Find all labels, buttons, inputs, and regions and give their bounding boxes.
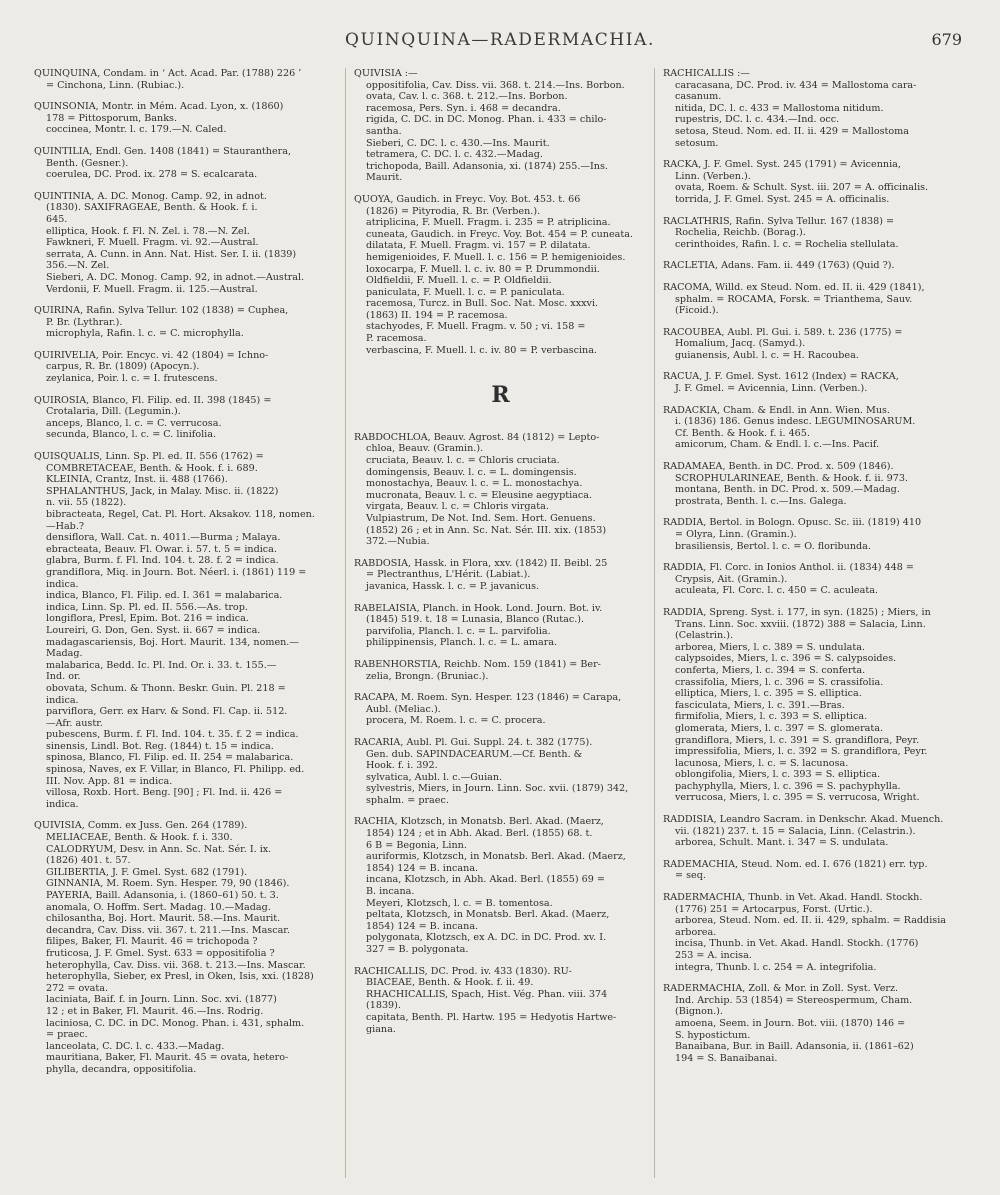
entry-line: auriformis, Klotzsch, in Monatsb. Berl. Akad. (Maerz,: [366, 851, 626, 863]
entry-line: (Ficoid.).: [675, 305, 719, 317]
entry-line: procera, M. Roem. l. c. = C. procera.: [366, 715, 546, 727]
entry-line: 253 = A. incisa.: [675, 950, 752, 961]
entry-line: firmifolia, Miers, l. c. 393 = S. elliptica.: [675, 711, 868, 723]
entry-headline: RABDOCHLOA, Beauv. Agrost. 84 (1812) = Lepto-: [354, 431, 600, 443]
entry-line: B. incana.: [366, 886, 415, 898]
entry-line: = Olyra, Linn. (Gramin.).: [675, 529, 797, 540]
entry-line: microphyla, Rafin. l. c. = C. microphylla.: [46, 328, 244, 340]
entry-headline: RADDIA, Spreng. Syst. i. 177, in syn. (1825) ; Miers, in: [663, 606, 931, 618]
dictionary-entry: [34, 191, 330, 295]
entry-line: densiflora, Wall. Cat. n. 4011.—Burma ; Malaya.: [46, 532, 281, 544]
entry-line: (1845) 519. t. 18 = Lunasia, Blanco (Rutac.).: [366, 614, 585, 626]
dictionary-entry: [663, 461, 974, 507]
entry-line: parviflora, Gerr. ex Harv. & Sond. Fl. Cap. ii. 512.: [46, 706, 288, 718]
entry-line: III. Nov. App. 81 = indica.: [46, 775, 173, 787]
dictionary-entry: [34, 101, 330, 136]
entry-line: 194 = S. Banaibanai.: [675, 1052, 778, 1064]
entry-line: longiflora, Presl, Epim. Bot. 216 = indica.: [46, 613, 249, 625]
dictionary-entry: [354, 558, 647, 593]
dictionary-entry: [663, 607, 974, 804]
entry-line: virgata, Beauv. l. c. = Chloris virgata.: [366, 501, 549, 513]
entry-line: chloa, Beauv. (Gramin.).: [366, 443, 484, 455]
entry-headline: RADACKIA, Cham. & Endl. in Ann. Wien. Mus.: [663, 404, 890, 416]
dictionary-entry: [354, 194, 647, 356]
columns: [34, 68, 974, 1183]
entry-line: S. hypostictum.: [675, 1029, 751, 1041]
dictionary-entry: [354, 966, 647, 1036]
entry-line: mauritiana, Baker, Fl. Maurit. 45 = ovata, hetero-: [46, 1052, 289, 1064]
dictionary-entry: [663, 371, 974, 394]
dictionary-entry: [663, 159, 974, 205]
entry-line: loxocarpa, F. Muell. l. c. iv. 80 = P. Drummondii.: [366, 263, 600, 275]
entry-line: serrata, A. Cunn. in Ann. Nat. Hist. Ser. I. ii. (1839): [46, 248, 297, 260]
entry-line: arborea, Steud. Nom. ed. II. ii. 429, sphalm. = Raddisia: [675, 915, 946, 927]
entry-line: Loureiri, G. Don, Gen. Syst. ii. 667 = indica.: [46, 624, 261, 636]
entry-line: GINNANIA, M. Roem. Syn. Hesper. 79, 90 (1846).: [46, 878, 290, 890]
entry-line: spinosa, Blanco, Fl. Filip. ed. II. 254 = malabarica.: [46, 752, 294, 764]
entry-line: trichopoda, Baill. Adansonia, xi. (1874) 255.—Ins.: [366, 160, 608, 172]
entry-line: MELIACEAE, Benth. & Hook. f. i. 330.: [46, 832, 233, 844]
entry-line: heterophylla, Sieber, ex Presl, in Oken, Isis, xxi. (1828): [46, 971, 314, 983]
entry-headline: RADDIA, Fl. Corc. in Ionios Anthol. ii. (1834) 448 =: [663, 562, 914, 574]
page-number: 679: [931, 30, 962, 49]
entry-line: Madag.: [46, 648, 83, 660]
entry-line: casanum.: [675, 91, 722, 103]
entry-line: zelia, Brongn. (Bruniac.).: [366, 670, 489, 682]
entry-line: sphalm. = ROCAMA, Forsk. = Trianthema, Sauv.: [675, 293, 913, 305]
entry-line: nitida, DC. l. c. 433 = Mallostoma nitidum.: [675, 102, 884, 114]
entry-line: J. F. Gmel. = Avicennia, Linn. (Verben.).: [675, 383, 868, 395]
entry-line: sphalm. = praec.: [366, 794, 449, 806]
dictionary-entry: [34, 395, 330, 441]
entry-line: 12 ; et in Baker, Fl. Maurit. 46.—Ins. Rodrig.: [46, 1005, 264, 1017]
entry-line: guianensis, Aubl. l. c. = H. Racoubea.: [675, 349, 859, 361]
entry-line: verrucosa, Miers, l. c. 395 = S. verrucosa, Wright.: [675, 792, 920, 804]
entry-line: Fawkneri, F. Muell. Fragm. vi. 92.—Austral.: [46, 237, 259, 249]
dictionary-entry: [354, 432, 647, 548]
entry-line: (1776) 251 = Artocarpus, Forst. (Urtic.).: [675, 903, 873, 915]
entry-line: arborea, Schult. Mant. i. 347 = S. undulata.: [675, 837, 889, 849]
entry-line: bibracteata, Regel, Cat. Pl. Hort. Aksakov. 118, nomen.: [46, 509, 315, 520]
column-2: [345, 68, 647, 1178]
column-1: [34, 68, 330, 1178]
entry-line: sylvatica, Aubl. l. c.—Guian.: [366, 771, 503, 783]
entry-headline: QUINTINIA, A. DC. Monog. Camp. 92, in adnot.: [34, 190, 267, 202]
running-head: QUINQUINA—RADERMACHIA.: [344, 30, 655, 50]
dictionary-entry: [663, 327, 974, 362]
entry-headline: RACHIA, Klotzsch, in Monatsb. Berl. Akad. (Maerz,: [354, 816, 604, 828]
entry-line: —Afr. austr.: [46, 717, 103, 729]
entry-line: = praec.: [46, 1029, 88, 1041]
entry-line: cuneata, Gaudich. in Freyc. Voy. Bot. 454 = P. cuneata.: [366, 228, 633, 240]
entry-headline: RABENHORSTIA, Reichb. Nom. 159 (1841) = Ber-: [354, 658, 601, 670]
entry-headline: RACHICALLIS :—: [663, 68, 750, 79]
entry-line: glabra, Burm. f. Fl. Ind. 104. t. 28. f. 2 = indica.: [46, 555, 279, 567]
entry-line: racemosa, Pers. Syn. i. 468 = decandra.: [366, 102, 561, 114]
dictionary-entry: [354, 603, 647, 649]
entry-headline: RADDIA, Bertol. in Bologn. Opusc. Sc. iii. (1819) 410: [663, 517, 922, 529]
entry-line: SPHALANTHUS, Jack, in Malay. Misc. ii. (1822): [46, 485, 279, 497]
dictionary-entry: [663, 282, 974, 317]
entry-line: = Plectranthus, L'Hérit. (Labiat.).: [366, 569, 531, 581]
entry-headline: RACLETIA, Adans. Fam. ii. 449 (1763) (Quid ?).: [663, 260, 895, 272]
entry-line: n. vii. 55 (1822).: [46, 497, 127, 509]
entry-line: BIACEAE, Benth. & Hook. f. ii. 49.: [366, 977, 534, 989]
entry-headline: RACHICALLIS, DC. Prod. iv. 433 (1830). RU-: [354, 965, 572, 977]
entry-line: ovata, Roem. & Schult. Syst. iii. 207 = A. officinalis.: [675, 182, 929, 194]
entry-line: (1852) 26 ; et in Ann. Sc. Nat. Sér. III. xix. (1853): [366, 524, 607, 536]
entry-line: rigida, C. DC. in DC. Monog. Phan. i. 433 = chilo-: [366, 114, 607, 126]
entry-line: (1839).: [366, 1000, 401, 1012]
entry-line: pachyphylla, Miers, l. c. 396 = S. pachyphylla.: [675, 780, 901, 792]
entry-line: Gen. dub. SAPINDACEARUM.—Cf. Benth. &: [366, 748, 583, 760]
entry-line: philippinensis, Planch. l. c. = L. amara.: [366, 637, 558, 649]
entry-line: 6 B = Begonia, Linn.: [366, 839, 467, 851]
entry-line: 1854) 124 = B. incana.: [366, 920, 479, 932]
entry-line: incisa, Thunb. in Vet. Akad. Handl. Stockh. (1776): [675, 938, 919, 950]
entry-line: secunda, Blanco, l. c. = C. linifolia.: [46, 429, 216, 441]
dictionary-entry: [663, 814, 974, 849]
entry-line: 372.—Nubia.: [366, 536, 430, 548]
entry-line: Trans. Linn. Soc. xxviii. (1872) 388 = Salacia, Linn.: [675, 618, 926, 630]
entry-line: racemosa, Turcz. in Bull. Soc. Nat. Mosc. xxxvi.: [366, 298, 599, 310]
entry-line: grandiflora, Miers, l. c. 391 = S. grandiflora, Peyr.: [675, 734, 920, 746]
entry-line: Benth. (Gesner.).: [46, 157, 129, 169]
entry-line: fasciculata, Miers, l. c. 391.—Bras.: [675, 699, 845, 711]
dictionary-entry: [663, 517, 974, 552]
dictionary-entry: [34, 146, 330, 181]
entry-line: = seq.: [675, 870, 706, 882]
entry-line: vii. (1821) 237. t. 15 = Salacia, Linn. (Celastrin.).: [675, 825, 916, 837]
entry-line: giana.: [366, 1023, 396, 1035]
entry-line: lacunosa, Miers, l. c. = S. lacunosa.: [675, 757, 849, 769]
entry-line: grandiflora, Miq. in Journ. Bot. Néerl. i. (1861) 119 =: [46, 566, 307, 578]
entry-line: setosum.: [675, 137, 719, 149]
entry-headline: QUIVISIA, Comm. ex Juss. Gen. 264 (1789).: [34, 820, 248, 832]
entry-line: elliptica, Miers, l. c. 395 = S. elliptica.: [675, 688, 862, 700]
entry-line: Crotalaria, Dill. (Legumin.).: [46, 406, 181, 418]
entry-headline: RADERMACHIA, Zoll. & Mor. in Zoll. Syst. Verz.: [663, 983, 899, 995]
entry-line: coccinea, Montr. l. c. 179.—N. Caled.: [46, 124, 227, 136]
entry-line: malabarica, Bedd. Ic. Pl. Ind. Or. i. 33. t. 155.—: [46, 659, 277, 671]
entry-line: laciniosa, C. DC. in DC. Monog. Phan. i. 431, sphalm.: [46, 1017, 305, 1029]
entry-line: domingensis, Beauv. l. c. = L. domingensis.: [366, 466, 577, 478]
entry-line: (1830). SAXIFRAGEAE, Benth. & Hook. f. i.: [46, 202, 258, 214]
dictionary-entry: [354, 692, 647, 727]
entry-headline: RADDISIA, Leandro Sacram. in Denkschr. Akad. Muench.: [663, 814, 944, 826]
entry-line: Banaibana, Bur. in Baill. Adansonia, ii. (1861–62): [675, 1041, 914, 1053]
entry-line: mucronata, Beauv. l. c. = Eleusine aegyptiaca.: [366, 489, 593, 501]
dictionary-entry: [663, 983, 974, 1064]
entry-line: CALODRYUM, Desv. in Ann. Sc. Nat. Sér. I. ix.: [46, 843, 272, 855]
entry-line: Meyeri, Klotzsch, l. c. = B. tomentosa.: [366, 897, 553, 909]
entry-line: polygonata, Klotzsch, ex A. DC. in DC. Prod. xv. I.: [366, 932, 607, 944]
dictionary-entry: [663, 68, 974, 149]
entry-headline: RADEMACHIA, Steud. Nom. ed. I. 676 (1821) err. typ.: [663, 858, 928, 870]
entry-line: crassifolia, Miers, l. c. 396 = S. crassifolia.: [675, 676, 884, 688]
entry-headline: RACKA, J. F. Gmel. Syst. 245 (1791) = Avicennia,: [663, 159, 901, 171]
dictionary-entry: [663, 405, 974, 451]
entry-line: villosa, Roxb. Hort. Beng. [90] ; Fl. Ind. ii. 426 =: [46, 787, 283, 799]
entry-line: (1826) = Pityrodia, R. Br. (Verben.).: [366, 205, 541, 217]
entry-line: i. (1836) 186. Genus indesc. LEGUMINOSARUM.: [675, 416, 916, 428]
dictionary-entry: [34, 350, 330, 385]
entry-line: impressifolia, Miers, l. c. 392 = S. grandiflora, Peyr.: [675, 746, 928, 758]
entry-line: capitata, Benth. Pl. Hartw. 195 = Hedyotis Hartwe-: [366, 1011, 617, 1023]
entry-headline: QUIRINA, Rafin. Sylva Tellur. 102 (1838) = Cuphea,: [34, 305, 289, 317]
entry-line: 272 = ovata.: [46, 982, 108, 994]
entry-line: 356.—N. Zel.: [46, 260, 110, 272]
entry-line: filipes, Baker, Fl. Maurit. 46 = trichopoda ?: [46, 936, 258, 948]
entry-headline: RACARIA, Aubl. Pl. Gui. Suppl. 24. t. 382 (1775).: [354, 736, 593, 748]
entry-line: carpus, R. Br. (1809) (Apocyn.).: [46, 361, 200, 373]
entry-line: amicorum, Cham. & Endl. l. c.—Ins. Pacif.: [675, 439, 880, 451]
entry-line: indica.: [46, 798, 79, 810]
entry-line: ovata, Cav. l. c. 368. t. 212.—Ins. Borbon.: [366, 91, 568, 103]
entry-headline: RACOMA, Willd. ex Steud. Nom. ed. II. ii. 429 (1841),: [663, 281, 925, 293]
entry-line: torrida, J. F. Gmel. Syst. 245 = A. officinalis.: [675, 193, 890, 205]
entry-line: Verdonii, F. Muell. Fragm. ii. 125.—Austral.: [46, 283, 258, 295]
entry-line: glomerata, Miers, l. c. 397 = S. glomerata.: [675, 722, 884, 734]
entry-line: (1863) II. 194 = P. racemosa.: [366, 309, 508, 321]
entry-line: rupestris, DC. l. c. 434.—Ind. occ.: [675, 114, 840, 126]
entry-line: javanica, Hassk. l. c. = P. javanicus.: [366, 580, 540, 592]
dictionary-entry: [663, 892, 974, 973]
entry-line: PAYERIA, Baill. Adansonia, i. (1860–61) 50. t. 3.: [46, 890, 279, 901]
entry-line: stachyodes, F. Muell. Fragm. v. 50 ; vi. 158 =: [366, 321, 586, 333]
entry-line: zeylanica, Poir. l. c. = I. frutescens.: [46, 373, 218, 385]
entry-line: cruciata, Beauv. l. c. = Chloris cruciata.: [366, 455, 560, 467]
entry-line: Ind. Archip. 53 (1854) = Stereospermum, Cham.: [675, 994, 913, 1006]
entry-line: (Celastrin.).: [675, 630, 734, 642]
entry-line: RHACHICALLIS, Spach, Hist. Vég. Phan. viii. 374: [366, 988, 608, 1000]
entry-headline: QUOYA, Gaudich. in Freyc. Voy. Bot. 453. t. 66: [354, 193, 581, 205]
entry-line: 645.: [46, 213, 68, 225]
entry-line: Linn. (Verben.).: [675, 170, 751, 182]
entry-line: spinosa, Naves, ex F. Villar, in Blanco, Fl. Philipp. ed.: [46, 764, 305, 776]
dictionary-entry: [354, 816, 647, 955]
entry-line: coerulea, DC. Prod. ix. 278 = S. ecalcarata.: [46, 169, 258, 181]
entry-line: verbascina, F. Muell. l. c. iv. 80 = P. verbascina.: [366, 344, 597, 356]
entry-line: Cf. Benth. & Hook. f. i. 465.: [675, 427, 810, 439]
entry-line: fruticosa, J. F. Gmel. Syst. 633 = oppositifolia ?: [46, 947, 275, 959]
entry-line: setosa, Steud. Nom. ed. II. ii. 429 = Mallostoma: [675, 125, 909, 137]
entry-line: indica.: [46, 578, 79, 590]
entry-line: calypsoides, Miers, l. c. 396 = S. calypsoides.: [675, 653, 897, 665]
entry-line: sylvestris, Miers, in Journ. Linn. Soc. xvii. (1879) 342,: [366, 783, 629, 795]
entry-line: cerinthoides, Rafin. l. c. = Rochelia stellulata.: [675, 238, 899, 250]
entry-line: lanceolata, C. DC. l. c. 433.—Madag.: [46, 1040, 225, 1052]
entry-line: laciniata, Baif. f. in Journ. Linn. Soc. xvi. (1877): [46, 994, 277, 1006]
entry-line: Rochelia, Reichb. (Borag.).: [675, 227, 806, 239]
entry-line: GILIBERTIA, J. F. Gmel. Syst. 682 (1791).: [46, 866, 248, 878]
entry-line: montana, Benth. in DC. Prod. x. 509.—Madag.: [675, 484, 900, 496]
entry-line: oblongifolia, Miers, l. c. 393 = S. elliptica.: [675, 769, 881, 781]
entry-line: KLEINIA, Crantz, Inst. ii. 488 (1766).: [46, 474, 228, 486]
dictionary-entry: [354, 68, 647, 184]
entry-line: atriplicina, F. Muell. Fragm. i. 235 = P. atriplicina.: [366, 217, 611, 229]
entry-headline: QUIROSIA, Blanco, Fl. Filip. ed. II. 398 (1845) =: [34, 394, 272, 406]
entry-line: hemigenioides, F. Muell. l. c. 156 = P. hemigenioides.: [366, 251, 626, 263]
entry-line: integra, Thunb. l. c. 254 = A. integrifolia.: [675, 961, 877, 973]
entry-line: ebracteata, Beauv. Fl. Owar. i. 57. t. 5 = indica.: [46, 543, 277, 555]
entry-line: arborea.: [675, 926, 717, 938]
entry-line: COMBRETACEAE, Benth. & Hook. f. i. 689.: [46, 462, 258, 474]
entry-line: chilosantha, Boj. Hort. Maurit. 58.—Ins. Maurit.: [46, 913, 281, 925]
entry-headline: QUIVISIA :—: [354, 68, 418, 79]
entry-line: tetramera, C. DC. l. c. 432.—Madag.: [366, 149, 543, 161]
entry-line: Oldfieldii, F. Muell. l. c. = P. Oldfieldii.: [366, 275, 552, 287]
entry-line: SCROPHULARINEAE, Benth. & Hook. f. ii. 973.: [675, 472, 909, 484]
entry-headline: RADAMAEA, Benth. in DC. Prod. x. 509 (1846).: [663, 461, 894, 473]
entry-line: anceps, Blanco, l. c. = C. verrucosa.: [46, 417, 222, 429]
dictionary-entry: [34, 305, 330, 340]
entry-line: —Hab.?: [46, 520, 85, 532]
entry-line: elliptica, Hook. f. Fl. N. Zel. i. 78.—N. Zel.: [46, 225, 250, 237]
entry-line: brasiliensis, Bertol. l. c. = O. floribunda.: [675, 540, 871, 552]
entry-line: conferta, Miers, l. c. 394 = S. conferta.: [675, 664, 866, 676]
entry-line: aculeata, Fl. Corc. l. c. 450 = C. aculeata.: [675, 585, 878, 597]
entry-line: obovata, Schum. & Thonn. Beskr. Guin. Pl. 218 =: [46, 682, 286, 694]
page-header: [0, 30, 1000, 52]
entry-line: madagascariensis, Boj. Hort. Maurit. 134, nomen.—: [46, 636, 299, 648]
entry-line: indica, Linn. Sp. Pl. ed. II. 556.—As. trop.: [46, 601, 248, 613]
entry-line: Aubl. (Meliac.).: [366, 703, 441, 715]
entry-line: oppositifolia, Cav. Diss. vii. 368. t. 214.—Ins. Borbon.: [366, 79, 625, 91]
entry-headline: RABELAISIA, Planch. in Hook. Lond. Journ. Bot. iv.: [354, 602, 603, 614]
entry-line: arborea, Miers, l. c. 389 = S. undulata.: [675, 641, 865, 653]
entry-line: Sieberi, C. DC. l. c. 430.—Ins. Maurit.: [366, 137, 550, 149]
entry-line: Ind. or.: [46, 671, 81, 683]
entry-line: Crypsis, Ait. (Gramin.).: [675, 573, 788, 585]
entry-line: Sieberi, A. DC. Monog. Camp. 92, in adnot.—Austral.: [46, 271, 305, 283]
section-letter: R: [491, 382, 510, 409]
entry-headline: RACOUBEA, Aubl. Pl. Gui. i. 589. t. 236 (1775) =: [663, 326, 903, 338]
entry-line: 327 = B. polygonata.: [366, 944, 469, 955]
entry-line: santha.: [366, 125, 402, 137]
entry-line: = Cinchona, Linn. (Rubiac.).: [46, 79, 185, 91]
entry-line: 1854) 124 = B. incana.: [366, 862, 479, 874]
entry-line: Hook. f. i. 392.: [366, 760, 438, 772]
dictionary-entry: [34, 68, 330, 91]
entry-line: Homalium, Jacq. (Samyd.).: [675, 338, 806, 350]
entry-headline: QUIRIVELIA, Poir. Encyc. vi. 42 (1804) = Ichno-: [34, 349, 269, 361]
entry-line: decandra, Cav. Diss. vii. 367. t. 211.—Ins. Mascar.: [46, 924, 290, 936]
entry-line: anomala, O. Hoffm. Sert. Madag. 10.—Madag.: [46, 901, 271, 913]
entry-line: sinensis, Lindl. Bot. Reg. (1844) t. 15 = indica.: [46, 740, 274, 752]
entry-headline: QUINSONIA, Montr. in Mém. Acad. Lyon, x. (1860): [34, 101, 284, 113]
entry-headline: RABDOSIA, Hassk. in Flora, xxv. (1842) II. Beibl. 25: [354, 557, 608, 569]
dictionary-entry: [663, 562, 974, 597]
entry-headline: QUINQUINA, Condam. in ‘ Act. Acad. Par. (1788) 226 ’: [34, 68, 302, 79]
entry-line: 1854) 124 ; et in Abh. Akad. Berl. (1855) 68. t.: [366, 828, 593, 840]
entry-line: indica.: [46, 694, 79, 706]
entry-headline: RADERMACHIA, Thunb. in Vet. Akad. Handl. Stockh.: [663, 892, 923, 904]
entry-line: prostrata, Benth. l. c.—Ins. Galega.: [675, 495, 847, 507]
dictionary-entry: [34, 820, 330, 1075]
dictionary-entry: [354, 737, 647, 807]
dictionary-entry: [663, 859, 974, 882]
entry-headline: QUINTILIA, Endl. Gen. 1408 (1841) = Stauranthera,: [34, 145, 292, 157]
entry-line: 178 = Pittosporum, Banks.: [46, 112, 177, 124]
dictionary-entry: [663, 260, 974, 272]
dictionary-entry: [663, 216, 974, 251]
entry-line: P. Br. (Lythrar.).: [46, 316, 123, 328]
entry-headline: RACUA, J. F. Gmel. Syst. 1612 (Index) = RACKA,: [663, 371, 899, 383]
entry-line: pubescens, Burm. f. Fl. Ind. 104. t. 35. f. 2 = indica.: [46, 729, 299, 741]
entry-line: parvifolia, Planch. l. c. = L. parvifolia.: [366, 625, 551, 637]
entry-line: paniculata, F. Muell. l. c. = P. paniculata.: [366, 286, 565, 298]
entry-line: P. racemosa.: [366, 333, 427, 345]
entry-line: phylla, decandra, oppositifolia.: [46, 1063, 197, 1075]
dictionary-entry: [34, 451, 330, 810]
column-3: [654, 68, 974, 1178]
entry-line: (Bignon.).: [675, 1006, 723, 1018]
entry-headline: QUISQUALIS, Linn. Sp. Pl. ed. II. 556 (1762) =: [34, 451, 264, 463]
dictionary-entry: [354, 659, 647, 682]
entry-line: peltata, Klotzsch, in Monatsb. Berl. Akad. (Maerz,: [366, 909, 610, 921]
entry-line: heterophylla, Cav. Diss. vii. 368. t. 213.—Ins. Mascar.: [46, 959, 306, 971]
entry-headline: RACAPA, M. Roem. Syn. Hesper. 123 (1846) = Carapa,: [354, 692, 622, 704]
entry-line: caracasana, DC. Prod. iv. 434 = Mallostoma cara-: [675, 79, 917, 91]
entry-line: (1826) 401. t. 57.: [46, 855, 131, 867]
entry-line: Vulpiastrum, De Not. Ind. Sem. Hort. Genuens.: [366, 513, 596, 524]
entry-headline: RACLATHRIS, Rafin. Sylva Tellur. 167 (1838) =: [663, 215, 895, 227]
entry-line: indica, Blanco, Fl. Filip. ed. I. 361 = malabarica.: [46, 590, 283, 602]
entry-line: monostachya, Beauv. l. c. = L. monostachya.: [366, 478, 583, 490]
entry-line: Maurit.: [366, 172, 403, 184]
entry-line: amoena, Seem. in Journ. Bot. viii. (1870) 146 =: [675, 1017, 906, 1029]
entry-line: incana, Klotzsch, in Abh. Akad. Berl. (1855) 69 =: [366, 874, 605, 886]
entry-line: dilatata, F. Muell. Fragm. vi. 157 = P. dilatata.: [366, 240, 591, 252]
